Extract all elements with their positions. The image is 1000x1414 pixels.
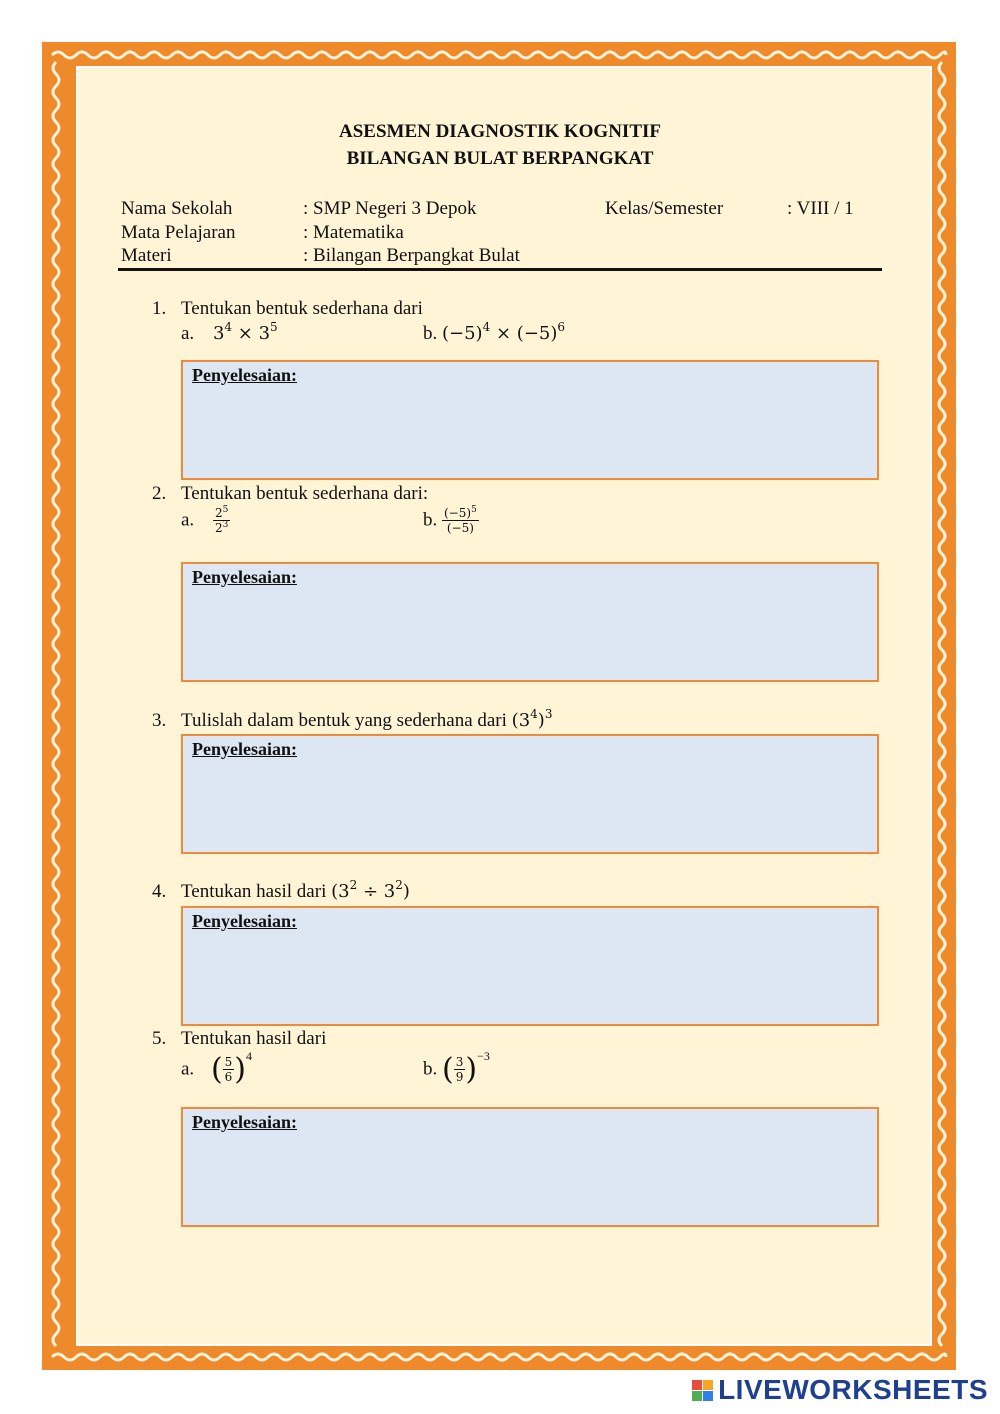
answer-label: Penyelesaian: [192,911,297,931]
math-base: 3 [212,323,225,344]
brand-name: LIVEWORKSHEETS [718,1374,988,1405]
class-value: : VIII / 1 [787,198,854,219]
math-base: 3 [383,881,396,902]
class-label: Kelas/Semester [605,198,724,219]
answer-box-3[interactable] [181,734,879,854]
fraction [213,506,230,535]
material-value: : Bilangan Berpangkat Bulat [303,245,520,266]
header-divider [118,268,882,271]
option-label: b. [423,509,438,531]
subject-label: Mata Pelajaran [121,222,236,243]
worksheet-title: ASESMEN DIAGNOSTIK KOGNITIF [338,121,661,142]
answer-label: Penyelesaian: [192,1112,297,1132]
question-number: 3. [152,710,167,731]
math-exponent: 3 [222,520,229,530]
question-text-label: Tentukan hasil dari [181,881,327,902]
answer-label: Penyelesaian: [192,739,297,759]
math-base: 3 [518,710,531,731]
fraction [454,1055,466,1084]
option-b [423,320,566,345]
math-denominator: (−5) [446,521,474,535]
math-operator: × [495,323,512,344]
question-text: Tentukan hasil dari [181,1028,327,1049]
question-number: 5. [152,1028,167,1049]
answer-box-2[interactable] [181,562,879,682]
math-exponent: 5 [222,505,229,515]
option-a: a. ( $\frac{5}{6}$ )$^4$ [181,1048,253,1087]
question-text: Tentukan bentuk sederhana dari: [181,483,429,504]
math-exponent: 5 [270,320,278,334]
math-denominator: 9 [455,1070,464,1084]
math-base: 2 [214,521,223,535]
question-text: Tulislah dalam bentuk yang sederhana dari $(3^4)^3$ [181,707,553,731]
math-numerator: 5 [224,1055,233,1069]
math-base: 2 [214,506,223,520]
option-a [181,320,278,345]
liveworksheets-logo [692,1374,988,1406]
math-denominator: 6 [224,1070,233,1084]
math-exponent: −3 [477,1048,490,1063]
math-exponent: 5 [471,505,477,515]
material-label: Materi [121,245,172,266]
school-value: : SMP Negeri 3 Depok [303,198,477,219]
option-label: a. [181,1058,195,1080]
option-a [181,506,230,535]
answer-label: Penyelesaian: [192,567,297,587]
math-base: (−5) [442,323,483,344]
logo-grid-icon [692,1380,713,1401]
worksheet-subtitle: BILANGAN BULAT BERPANGKAT [346,148,654,169]
question-text-label: Tulislah dalam bentuk yang sederhana dari [181,710,507,731]
math-base: (−5) [516,323,558,344]
option-label: b. [423,1058,438,1080]
question-number: 1. [152,298,167,319]
option-label: a. [181,323,195,344]
fraction [223,1055,235,1084]
math-operator: ÷ [362,881,379,902]
school-label: Nama Sekolah [121,198,233,219]
math-exponent: 4 [530,707,538,721]
math-exponent: 6 [557,320,566,334]
answer-box-1[interactable] [181,360,879,480]
math-base: 3 [258,323,271,344]
option-b [423,506,479,535]
math-exponent: 4 [246,1048,253,1063]
math-base: 3 [338,881,350,902]
question-number: 4. [152,881,167,902]
math-exponent: 4 [224,320,233,334]
math-base: (−5) [444,506,472,520]
question-number: 2. [152,483,167,504]
math-exponent: 3 [544,707,553,721]
option-label: a. [181,509,195,531]
answer-box-5[interactable] [181,1107,879,1227]
math-exponent: 2 [395,878,403,892]
math-exponent: 4 [482,320,491,334]
math-exponent: 2 [349,878,358,892]
option-b: b. ( $\frac{3}{9}$ )$^{-3}$ [423,1048,490,1087]
answer-box-4[interactable] [181,906,879,1026]
option-label: b. [423,323,438,344]
answer-label: Penyelesaian: [192,365,297,385]
question-text: Tentukan hasil dari $(3^2 \div 3^2)$ [181,878,410,902]
fraction [442,506,479,535]
subject-value: : Matematika [303,222,404,243]
math-operator: × [237,323,253,344]
math-numerator: 3 [455,1055,464,1069]
question-text: Tentukan bentuk sederhana dari [181,298,423,319]
